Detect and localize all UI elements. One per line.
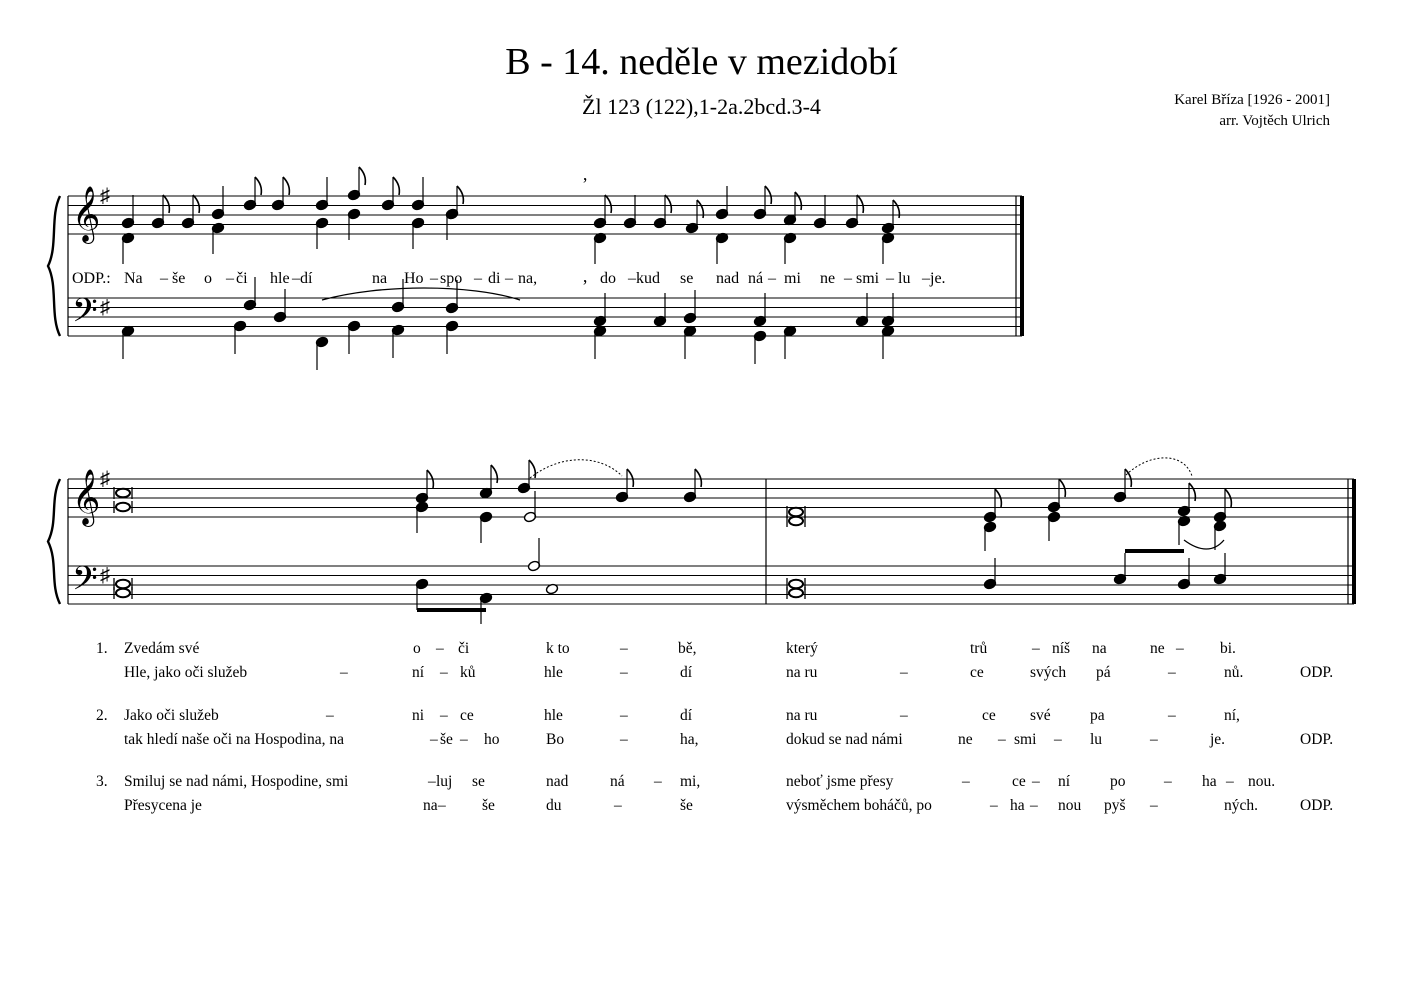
key-signature-sharp: ♯	[100, 185, 110, 207]
response-marker: ODP.	[1300, 797, 1334, 814]
refrain-lyric: ná	[748, 270, 764, 287]
refrain-lyric: hle	[270, 270, 290, 287]
refrain-lyric: –	[474, 270, 482, 287]
verse-syllable: ha	[1010, 797, 1025, 814]
verse-tone-system	[48, 458, 1354, 624]
verse-syllable: trů	[970, 640, 988, 657]
verse-syllable: –	[900, 664, 908, 681]
verse-syllable: neboť jsme přesy	[786, 773, 894, 790]
refrain-lyric: nad	[716, 270, 740, 287]
verse-syllable: o	[413, 640, 421, 657]
verse-syllable: dí	[680, 707, 693, 724]
verse-syllable: pyš	[1104, 797, 1126, 814]
verse-syllable: ce	[460, 707, 474, 724]
melody-note-flag	[255, 177, 261, 195]
refrain-lyric: še	[172, 270, 186, 287]
verse-syllable: ků	[460, 664, 476, 681]
verse-number: 1.	[96, 640, 108, 657]
verse-syllable: –	[962, 773, 970, 790]
verse-syllable: –	[1150, 731, 1158, 748]
verse-syllable: svých	[1030, 664, 1067, 681]
refrain-lyric: –	[505, 270, 513, 287]
reciting-chord-note	[116, 580, 130, 588]
refrain-lyric: na,	[518, 270, 538, 287]
melody-note-flag	[529, 460, 535, 478]
verse-syllable: Přesycena je	[124, 797, 202, 814]
verse-syllable: tak hledí naše oči na Hospodina, na	[124, 731, 344, 748]
page-title: B - 14. neděle v mezidobí	[505, 41, 898, 83]
melody-note-flag	[605, 195, 611, 213]
verse-syllable: –	[340, 664, 348, 681]
verse-syllable: Hle, jako oči služeb	[124, 664, 248, 681]
response-marker: ODP.	[1300, 731, 1334, 748]
refrain-system	[48, 167, 1022, 370]
verse-syllable: po	[1110, 773, 1126, 790]
verse-syllable: –	[620, 664, 628, 681]
brace	[48, 196, 60, 336]
refrain-lyric: spo	[440, 270, 463, 287]
refrain-lyric: smi	[856, 270, 880, 287]
verse-syllable: ne	[958, 731, 973, 748]
melody-note-flag	[665, 195, 671, 213]
verse-syllable: na ru	[786, 664, 818, 681]
verse-syllable: nů.	[1224, 664, 1244, 681]
verse-syllable: –	[460, 731, 468, 748]
verse-syllable: –	[1054, 731, 1062, 748]
melody-note-flag	[695, 469, 701, 487]
refrain-lyric: –	[226, 270, 234, 287]
verse-syllable: hle	[544, 664, 563, 681]
verse-syllable: své	[1030, 707, 1051, 724]
treble-clef: 𝄞	[72, 471, 101, 524]
verse-syllable: –	[654, 773, 662, 790]
bass-clef: 𝄢	[72, 560, 98, 605]
reciting-chord-note	[789, 517, 803, 525]
melody-note-flag	[857, 195, 863, 213]
verse-syllable: –	[1032, 640, 1040, 657]
refrain-lyric: ne	[820, 270, 836, 287]
verse-syllable: ne	[1150, 640, 1165, 657]
verse-syllable: –	[900, 707, 908, 724]
verse-syllable: ha	[1202, 773, 1217, 790]
melody-note-flag	[359, 167, 365, 185]
arranger-credit: arr. Vojtěch Ulrich	[1219, 113, 1330, 129]
verse-syllable: še	[680, 797, 693, 814]
verse-number: 2.	[96, 707, 108, 724]
verse-syllable: na	[1092, 640, 1107, 657]
reciting-chord-note	[789, 508, 803, 516]
bass-clef: 𝄢	[72, 292, 98, 337]
verse-syllable: na ru	[786, 707, 818, 724]
verse-syllable: –	[620, 731, 628, 748]
brace	[48, 479, 60, 604]
refrain-lyric: o	[204, 270, 212, 287]
verse-syllable: Smiluj se nad námi, Hospodine, smi	[124, 773, 349, 790]
melody-note-flag	[491, 465, 497, 483]
verse-syllable: dí	[680, 664, 693, 681]
reciting-chord-note	[116, 503, 130, 511]
verse-syllable: ní	[412, 664, 425, 681]
slur	[1126, 458, 1192, 476]
refrain-lyric: –	[768, 270, 776, 287]
refrain-lyric: do	[600, 270, 616, 287]
verse-syllable: –	[620, 640, 628, 657]
refrain-lyric: –	[886, 270, 894, 287]
treble-clef: 𝄞	[72, 188, 101, 241]
melody-note-flag	[193, 195, 199, 213]
verse-syllable: –	[440, 707, 448, 724]
refrain-lyric: –	[844, 270, 852, 287]
verse-syllable: –	[990, 797, 998, 814]
verse-syllable: –	[326, 707, 334, 724]
verse-syllable: nad	[546, 773, 569, 790]
verse-syllable: pa	[1090, 707, 1105, 724]
verse-syllable: ni	[412, 707, 425, 724]
refrain-lyric: na	[372, 270, 388, 287]
verse-syllable: který	[786, 640, 818, 657]
verse-syllable: dokud se nad námi	[786, 731, 903, 748]
refrain-lyric: kud	[636, 270, 660, 287]
verse-syllable: ho	[484, 731, 500, 748]
verse-syllable: na	[423, 797, 438, 814]
refrain-lyric: je.	[930, 270, 946, 287]
melody-note-flag	[795, 192, 801, 210]
verse-syllable: –	[1150, 797, 1158, 814]
verse-syllable: –	[1176, 640, 1184, 657]
verse-syllable: –	[428, 773, 436, 790]
refrain-lyric: –	[292, 270, 300, 287]
verse-syllable: –	[1030, 797, 1038, 814]
reciting-chord-note	[116, 489, 130, 497]
breath-mark: ’	[582, 174, 588, 194]
verse-syllable: ná	[610, 773, 625, 790]
refrain-lyric: –	[160, 270, 168, 287]
refrain-lyric: ODP.:	[72, 270, 111, 287]
verse-syllable: ce	[982, 707, 996, 724]
verse-syllable: luj	[436, 773, 453, 790]
reciting-chord-note	[789, 580, 803, 588]
reciting-chord-note	[116, 589, 130, 597]
key-signature-sharp: ♯	[100, 564, 110, 587]
verse-syllable: –	[1168, 707, 1176, 724]
verse-syllable: bě,	[678, 640, 697, 657]
verse-syllable: či	[458, 640, 470, 657]
verse-number: 3.	[96, 773, 108, 790]
verse-syllable: nou.	[1248, 773, 1276, 790]
melody-note-flag	[283, 177, 289, 195]
verse-syllable: ce	[1012, 773, 1026, 790]
verse-syllable: bi.	[1220, 640, 1236, 657]
composer-credit: Karel Bříza [1926 - 2001]	[1174, 92, 1330, 108]
breath-mark: ’	[582, 276, 588, 296]
verse-syllable: –	[436, 640, 444, 657]
verse-syllable: –	[614, 797, 622, 814]
verse-syllable: –	[1032, 773, 1040, 790]
verse-syllable: ha,	[680, 731, 699, 748]
verse-syllable: –	[1226, 773, 1234, 790]
verse-syllable: ní	[1058, 773, 1071, 790]
refrain-lyric: Na	[124, 270, 143, 287]
verse-syllable: Bo	[546, 731, 565, 748]
verse-syllable: –	[438, 797, 446, 814]
verse-syllable: –	[1168, 664, 1176, 681]
key-signature-sharp: ♯	[100, 468, 110, 490]
refrain-lyric: –	[430, 270, 438, 287]
verse-syllable: mi,	[680, 773, 701, 790]
melody-note-flag	[765, 186, 771, 204]
response-marker: ODP.	[1300, 664, 1334, 681]
refrain-lyric: dí	[300, 270, 313, 287]
verse-syllable: –	[620, 707, 628, 724]
melody-note-flag	[393, 177, 399, 195]
verse-syllable: výsměchem boháčů, po	[786, 797, 932, 814]
verse-syllable: še	[482, 797, 495, 814]
verse-syllable: je.	[1210, 731, 1226, 748]
verse-syllable: ce	[970, 664, 984, 681]
refrain-lyric: lu	[898, 270, 911, 287]
refrain-lyric: či	[236, 270, 248, 287]
verse-syllable: ných.	[1224, 797, 1259, 814]
melody-note-flag	[627, 469, 633, 487]
psalm-reference: Žl 123 (122),1-2a.2bcd.3-4	[582, 94, 821, 119]
key-signature-sharp: ♯	[100, 296, 110, 319]
verse-syllable: pá	[1096, 664, 1111, 681]
verse-syllable: ní,	[1224, 707, 1240, 724]
refrain-lyric: se	[680, 270, 694, 287]
refrain-lyric: –	[628, 270, 636, 287]
melody-note-flag	[163, 195, 169, 213]
tie	[1184, 540, 1224, 549]
verse-syllable: k to	[546, 640, 570, 657]
verse-syllable: lu	[1090, 731, 1103, 748]
verse-syllable: še	[440, 731, 453, 748]
verse-syllable: smi	[1014, 731, 1037, 748]
verse-syllable: –	[430, 731, 438, 748]
refrain-lyric: di	[488, 270, 501, 287]
verse-syllable: –	[440, 664, 448, 681]
melody-note-flag	[457, 186, 463, 204]
verse-syllable: –	[998, 731, 1006, 748]
verse-syllable: se	[472, 773, 485, 790]
refrain-lyric: Ho	[404, 270, 424, 287]
verse-syllable: du	[546, 797, 562, 814]
verse-syllable: nou	[1058, 797, 1082, 814]
verse-syllable: –	[1164, 773, 1172, 790]
refrain-lyric: –	[922, 270, 930, 287]
verse-syllable: níš	[1052, 640, 1071, 657]
verse-syllable: Jako oči služeb	[124, 707, 219, 724]
refrain-lyric: mi	[784, 270, 801, 287]
slur	[530, 460, 622, 478]
verse-syllable: hle	[544, 707, 563, 724]
verse-syllable: Zvedám své	[124, 640, 200, 657]
reciting-chord-note	[789, 589, 803, 597]
